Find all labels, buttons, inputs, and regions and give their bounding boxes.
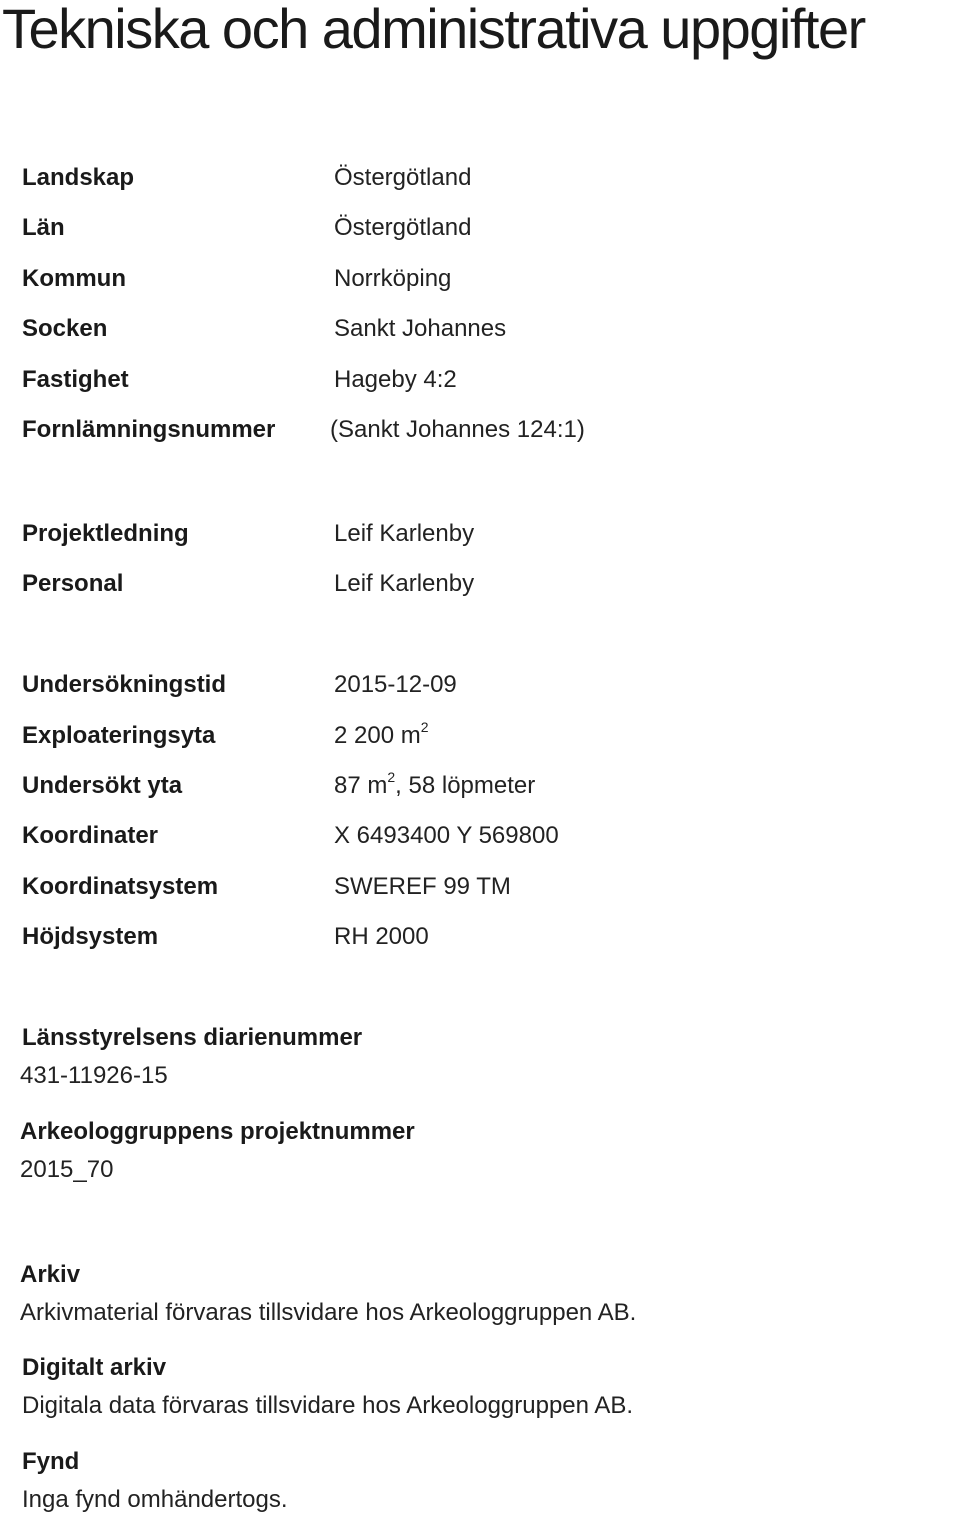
value-fornlamningsnummer: (Sankt Johannes 124:1) <box>330 416 585 443</box>
value-digitalt-arkiv: Digitala data förvaras tillsvidare hos Arkeologgruppen AB. <box>22 1392 634 1419</box>
superscript-2: 2 <box>387 769 396 785</box>
row-fornlamningsnummer <box>22 414 922 446</box>
label-lan: Län <box>22 214 65 241</box>
label-projektnummer: Arkeologgruppens projektnummer <box>20 1118 415 1145</box>
value-hojdsystem: RH 2000 <box>334 923 429 950</box>
row-lan <box>22 212 922 244</box>
value-socken: Sankt Johannes <box>334 315 507 342</box>
row-projektledning <box>22 518 922 550</box>
label-digitalt-arkiv: Digitalt arkiv <box>22 1354 167 1381</box>
row-hojdsystem <box>22 921 922 953</box>
superscript-2: 2 <box>420 719 429 735</box>
value-arkiv: Arkivmaterial förvaras tillsvidare hos Arkeologgruppen AB. <box>20 1299 637 1326</box>
value-undersokt-yta <box>334 770 535 802</box>
label-fastighet: Fastighet <box>22 366 129 393</box>
value-undersokt-yta-area: 87 m <box>334 772 388 799</box>
label-projektledning: Projektledning <box>22 520 189 547</box>
label-personal: Personal <box>22 570 124 597</box>
value-undersokt-yta-length: , 58 löpmeter <box>395 772 536 799</box>
row-socken <box>22 313 922 345</box>
value-fastighet: Hageby 4:2 <box>334 366 457 393</box>
row-kommun <box>22 263 922 295</box>
value-projektledning: Leif Karlenby <box>334 520 475 547</box>
label-landskap: Landskap <box>22 164 135 191</box>
label-koordinater: Koordinater <box>22 822 159 849</box>
page-title: Tekniska och administrativa uppgifter <box>2 0 865 60</box>
value-projektnummer: 2015_70 <box>20 1156 114 1183</box>
label-arkiv: Arkiv <box>20 1261 81 1288</box>
label-koordinatsystem: Koordinatsystem <box>22 873 219 900</box>
row-undersokt-yta <box>22 770 922 802</box>
value-koordinater: X 6493400 Y 569800 <box>334 822 559 849</box>
value-landskap: Östergötland <box>334 164 472 191</box>
row-landskap <box>22 162 922 194</box>
value-exploateringsyta <box>334 720 429 752</box>
label-socken: Socken <box>22 315 108 342</box>
value-fynd: Inga fynd omhändertogs. <box>22 1486 288 1513</box>
label-exploateringsyta: Exploateringsyta <box>22 722 216 749</box>
label-undersokningstid: Undersökningstid <box>22 671 227 698</box>
row-koordinater <box>22 820 922 852</box>
row-koordinatsystem <box>22 871 922 903</box>
value-diarienummer: 431-11926-15 <box>20 1062 168 1089</box>
label-fynd: Fynd <box>22 1448 80 1475</box>
label-kommun: Kommun <box>22 265 126 292</box>
value-lan: Östergötland <box>334 214 472 241</box>
row-exploateringsyta <box>22 720 922 752</box>
value-personal: Leif Karlenby <box>334 570 475 597</box>
value-undersokningstid: 2015-12-09 <box>334 671 457 698</box>
value-koordinatsystem: SWEREF 99 TM <box>334 873 511 900</box>
label-fornlamningsnummer: Fornlämningsnummer <box>22 416 276 443</box>
row-undersokningstid <box>22 669 922 701</box>
row-personal <box>22 568 922 600</box>
label-hojdsystem: Höjdsystem <box>22 923 159 950</box>
label-diarienummer: Länsstyrelsens diarienummer <box>22 1024 363 1051</box>
value-exploateringsyta-text: 2 200 m <box>334 722 421 749</box>
value-kommun: Norrköping <box>334 265 452 292</box>
row-fastighet <box>22 364 922 396</box>
label-undersokt-yta: Undersökt yta <box>22 772 183 799</box>
